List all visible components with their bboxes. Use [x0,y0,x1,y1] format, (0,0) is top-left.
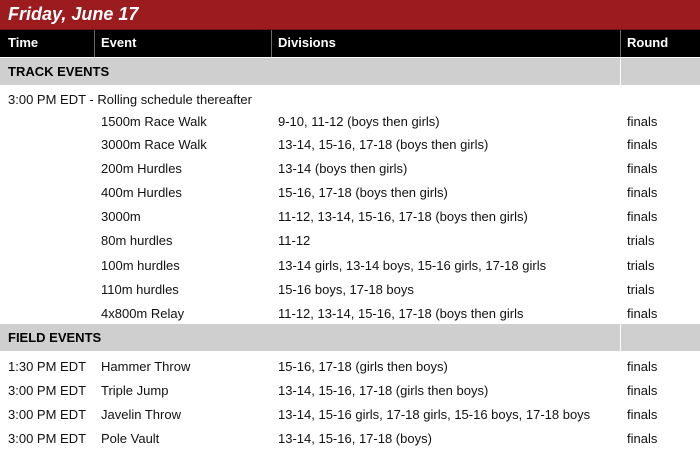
divisions-cell: 13-14, 15-16, 17-18 (boys) [278,431,432,446]
round-cell: finals [627,431,658,446]
table-row [0,254,700,278]
round-cell: finals [627,161,658,176]
track-schedule-note: 3:00 PM EDT - Rolling schedule thereafter [8,92,252,107]
divisions-cell: 13-14, 15-16, 17-18 (girls then boys) [278,383,489,398]
table-row [0,133,700,157]
event-cell: 80m hurdles [101,233,173,248]
event-cell: 110m hurdles [101,282,179,297]
divisions-cell: 11-12, 13-14, 15-16, 17-18 (boys then girls [278,306,524,321]
event-cell: 200m Hurdles [101,161,182,176]
column-header-event: Event [101,35,137,50]
section-label-track: TRACK EVENTS [8,64,110,79]
round-cell: finals [627,185,658,200]
round-cell: trials [627,258,655,273]
event-cell: Hammer Throw [101,359,191,374]
column-header-row [0,30,700,57]
divisions-cell: 15-16, 17-18 (boys then girls) [278,185,448,200]
table-row [0,157,700,181]
column-divider [271,30,272,57]
day-banner [0,0,700,30]
event-cell: 3000m Race Walk [101,137,207,152]
table-row [0,403,700,427]
round-cell: finals [627,306,658,321]
round-cell: finals [627,359,658,374]
time-cell: 3:00 PM EDT [8,383,87,398]
divisions-cell: 13-14 girls, 13-14 boys, 15-16 girls, 17-18 girls [278,258,547,273]
divisions-cell: 15-16, 17-18 (girls then boys) [278,359,448,374]
table-row [0,355,700,379]
event-cell: 4x800m Relay [101,306,185,321]
round-cell: finals [627,114,658,129]
table-row [0,278,700,302]
event-cell: Pole Vault [101,431,160,446]
round-cell: trials [627,233,655,248]
divisions-cell: 13-14, 15-16, 17-18 (boys then girls) [278,137,489,152]
table-row [0,379,700,403]
time-cell: 1:30 PM EDT [8,359,87,374]
event-cell: Triple Jump [101,383,169,398]
round-cell: finals [627,383,658,398]
column-divider [620,30,621,57]
column-header-divisions: Divisions [278,35,336,50]
column-divider [94,30,95,57]
day-title: Friday, June 17 [8,4,139,24]
time-cell: 3:00 PM EDT [8,407,87,422]
section-header-field [0,324,700,351]
column-header-round: Round [627,35,669,50]
time-cell: 3:00 PM EDT [8,431,87,446]
table-row [0,229,700,253]
column-header-time: Time [8,35,39,50]
round-cell: finals [627,137,658,152]
round-cell: finals [627,209,658,224]
divisions-cell: 13-14 (boys then girls) [278,161,408,176]
round-cell: finals [627,407,658,422]
divisions-cell: 15-16 boys, 17-18 boys [278,282,414,297]
event-cell: Javelin Throw [101,407,181,422]
table-row [0,181,700,205]
section-divider [620,324,621,351]
table-row [0,205,700,229]
table-row [0,302,700,326]
table-row [0,427,700,451]
table-row [0,110,700,134]
event-cell: 3000m [101,209,141,224]
divisions-cell: 11-12, 13-14, 15-16, 17-18 (boys then girls) [278,209,528,224]
event-cell: 400m Hurdles [101,185,182,200]
event-cell: 1500m Race Walk [101,114,207,129]
round-cell: trials [627,282,655,297]
section-header-track [0,58,700,85]
section-label-field: FIELD EVENTS [8,330,102,345]
event-cell: 100m hurdles [101,258,180,273]
divisions-cell: 11-12 [278,233,311,248]
section-divider [620,58,621,85]
divisions-cell: 13-14, 15-16 girls, 17-18 girls, 15-16 boys, 17-18 boys [278,407,591,422]
divisions-cell: 9-10, 11-12 (boys then girls) [278,114,440,129]
